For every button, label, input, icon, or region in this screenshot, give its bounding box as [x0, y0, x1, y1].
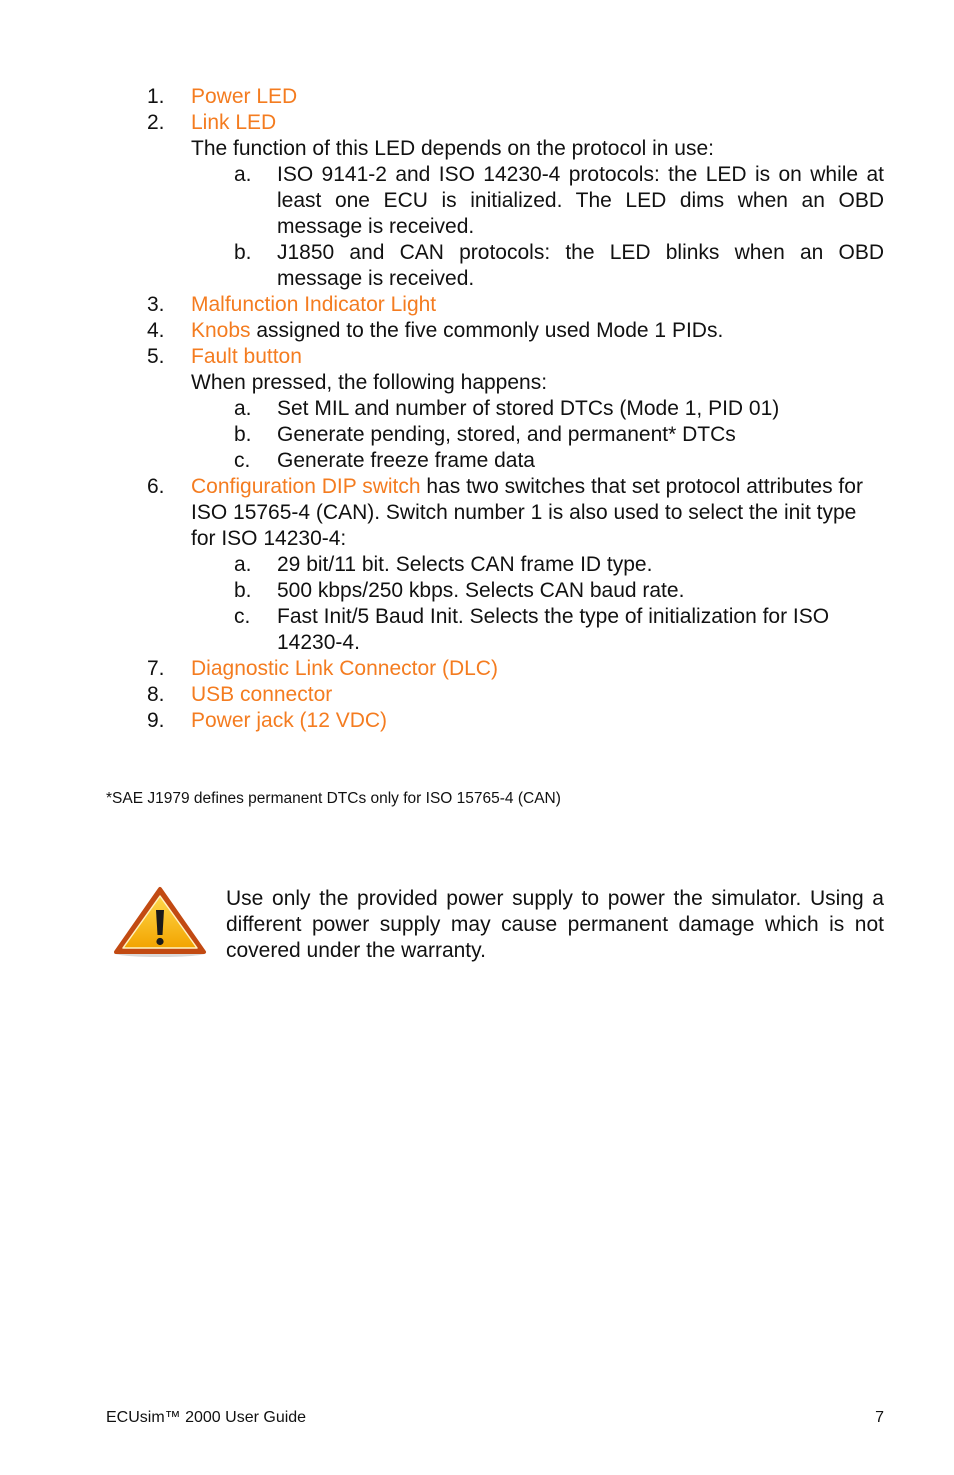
sub-item-letter: c. [234, 449, 251, 472]
item-inline-text: assigned to the five commonly used Mode 1 PIDs. [250, 319, 724, 342]
item-number: 7. [147, 657, 165, 680]
item-description: When pressed, the following happens: [191, 371, 548, 394]
sub-item [191, 240, 884, 292]
item-label: Malfunction Indicator Light [191, 293, 437, 316]
sub-item-letter: a. [234, 163, 252, 186]
warning-text: Use only the provided power supply to power the simulator. Using a different power supply may cause permanent damage which is not covered under the warranty. [226, 887, 884, 962]
sub-item-letter: b. [234, 241, 252, 264]
item-label: Knobs [191, 319, 251, 342]
sub-item-letter: c. [234, 605, 251, 628]
sub-item-letter: b. [234, 579, 252, 602]
sub-item-text: ISO 9141-2 and ISO 14230-4 protocols: the LED is on while at least one ECU is initialized. The LED dims when an OBD message is received. [277, 163, 884, 238]
sub-item-letter: a. [234, 553, 252, 576]
item-number: 3. [147, 293, 165, 316]
sub-item [191, 552, 884, 578]
sub-item [191, 162, 884, 240]
item-number: 5. [147, 345, 165, 368]
sub-item-text: J1850 and CAN protocols: the LED blinks when an OBD message is received. [277, 241, 884, 290]
footer-title: ECUsim™ 2000 User Guide [106, 1409, 307, 1426]
item-number: 4. [147, 319, 165, 342]
list-item [0, 708, 884, 734]
item-label: Power jack (12 VDC) [191, 709, 388, 732]
sub-item-text: Set MIL and number of stored DTCs (Mode 1, PID 01) [277, 397, 780, 420]
sub-item-text: 500 kbps/250 kbps. Selects CAN baud rate. [277, 579, 685, 602]
sub-item [191, 604, 884, 656]
item-label: Link LED [191, 111, 277, 134]
sub-item-letter: a. [234, 397, 252, 420]
item-number: 6. [147, 475, 165, 498]
item-description: The function of this LED depends on the protocol in use: [191, 137, 715, 160]
sub-item [191, 422, 884, 448]
sub-item [191, 448, 884, 474]
item-number: 8. [147, 683, 165, 706]
list-item [0, 110, 884, 292]
item-number: 2. [147, 111, 165, 134]
sub-item [191, 578, 884, 604]
list-item [0, 84, 884, 110]
warning-triangle-icon [110, 886, 210, 958]
item-label: Power LED [191, 85, 298, 108]
footnote: *SAE J1979 defines permanent DTCs only for ISO 15765-4 (CAN) [106, 790, 561, 807]
item-label: Diagnostic Link Connector (DLC) [191, 657, 498, 680]
item-number: 1. [147, 85, 165, 108]
sub-item-text: Generate freeze frame data [277, 449, 535, 472]
list-item [0, 682, 884, 708]
sub-item-text: Generate pending, stored, and permanent* DTCs [277, 423, 736, 446]
item-label: USB connector [191, 683, 333, 706]
item-label: Configuration DIP switch [191, 475, 421, 498]
item-label: Fault button [191, 345, 302, 368]
page-number: 7 [875, 1409, 884, 1426]
item-number: 9. [147, 709, 165, 732]
sub-item-letter: b. [234, 423, 252, 446]
component-list [0, 84, 954, 734]
list-item [0, 344, 884, 474]
list-item [0, 656, 884, 682]
list-item [0, 292, 884, 318]
sub-item-text: 29 bit/11 bit. Selects CAN frame ID type. [277, 553, 653, 576]
sub-item [191, 396, 884, 422]
item-inline-text: has two switches that set protocol attributes for ISO 15765-4 (CAN). Switch number 1 is also used to select the init type for ISO 14230-4: [191, 475, 863, 550]
sub-item-text: Fast Init/5 Baud Init. Selects the type of initialization for ISO 14230-4. [277, 605, 830, 654]
list-item [0, 318, 884, 344]
list-item [0, 474, 884, 656]
